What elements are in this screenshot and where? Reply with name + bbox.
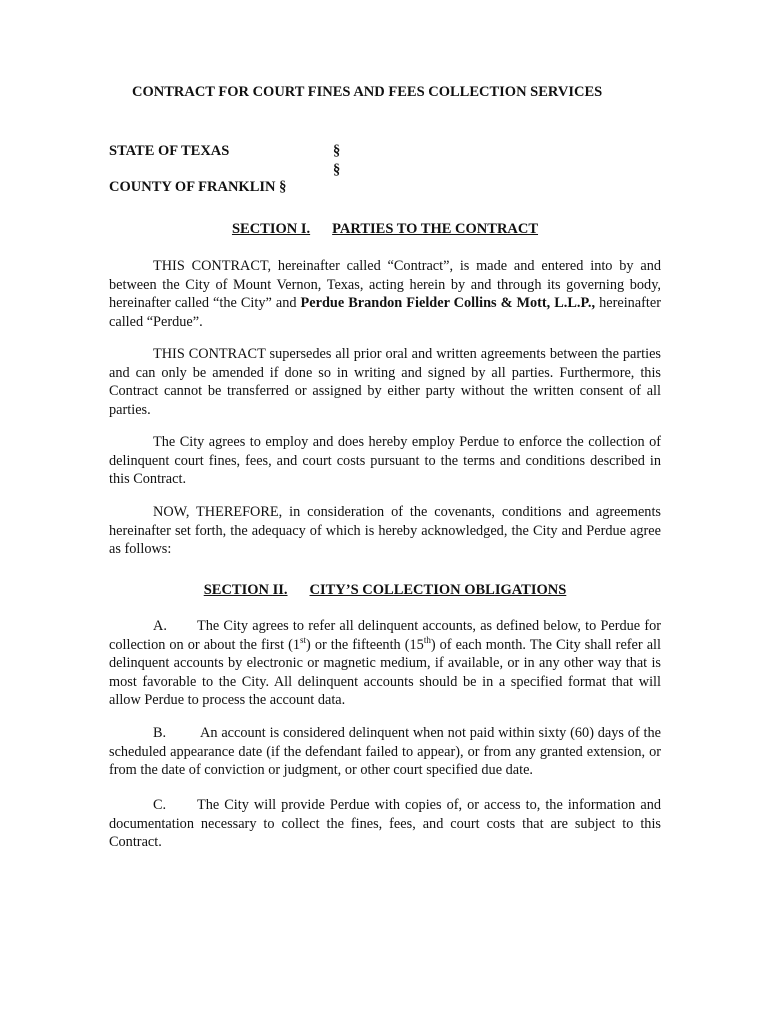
paragraph-c <box>109 796 661 852</box>
section-mark-2: § <box>333 162 341 178</box>
paragraph-parties <box>109 257 661 331</box>
p1-text-a: THIS CONTRACT, hereinafter called “Contract”, is made and entered into by and between the City of Mount Vernon, Texas, acting herein by and through its governing body, hereinafter called “the City” and <box>109 258 661 311</box>
county-label: COUNTY OF FRANKLIN § <box>109 179 287 195</box>
paragraph-supersedes: THIS CONTRACT supersedes all prior oral and written agreements between the parties and can only be amended if done so in writing and signed by all parties. Furthermore, this Contract cannot be transferred or assigned by either party without the written consent of all parties. <box>109 346 661 418</box>
pa-sup-1: st <box>300 634 307 645</box>
paragraph-employ: The City agrees to employ and does hereby employ Perdue to enforce the collection of delinquent court fines, fees, and court costs pursuant to the terms and conditions described in this Contract. <box>109 434 661 487</box>
state-label: STATE OF TEXAS <box>109 143 230 159</box>
section-1-title: PARTIES TO THE CONTRACT <box>332 221 539 237</box>
paragraph-b <box>109 724 661 780</box>
paragraph-a-letter: A. <box>153 618 167 634</box>
section-2-title: CITY’S COLLECTION OBLIGATIONS <box>309 582 567 598</box>
paragraph-b-letter: B. <box>153 725 167 741</box>
paragraph-a <box>109 617 661 710</box>
pa-sup-2: th <box>423 634 431 645</box>
paragraph-c-letter: C. <box>153 797 167 813</box>
pa-text-2: ) or the fifteenth (15 <box>306 636 424 653</box>
contract-title: CONTRACT FOR COURT FINES AND FEES COLLECTION SERVICES <box>132 84 603 100</box>
section-1-number: SECTION I. <box>231 221 311 237</box>
pa-text-1: The City agrees to refer all delinquent accounts, as defined below, to Perdue for collection on or about the first (1 <box>109 618 661 653</box>
section-mark-1: § <box>333 143 341 159</box>
section-1-heading <box>0 221 770 238</box>
paragraph-now-therefore: NOW, THEREFORE, in consideration of the covenants, conditions and agreements hereinafter set forth, the adequacy of which is hereby acknowledged, the City and Perdue agree as follows: <box>109 504 661 557</box>
section-2-heading <box>0 582 770 599</box>
p1-firm-name: Perdue Brandon Fielder Collins & Mott, L.L.P., <box>300 295 596 311</box>
pb-text: An account is considered delinquent when not paid within sixty (60) days of the scheduled appearance date (if the defendant failed to appear), or from any granted extension, or from the date of conviction or judgment, or other court specified due date. <box>109 725 661 778</box>
pa-text-3: ) of each month. The City shall refer all delinquent accounts by electronic or magnetic medium, if available, or in any other way that is most favorable to the City. All delinquent accounts should be in a specified format that will allow Perdue to process the account data. <box>109 636 661 708</box>
section-2-number: SECTION II. <box>203 582 288 598</box>
p1-text-b: hereinafter called “Perdue”. <box>109 295 661 330</box>
pc-text: The City will provide Perdue with copies of, or access to, the information and documentation necessary to collect the fines, fees, and court costs that are subject to this Contract. <box>109 797 661 850</box>
